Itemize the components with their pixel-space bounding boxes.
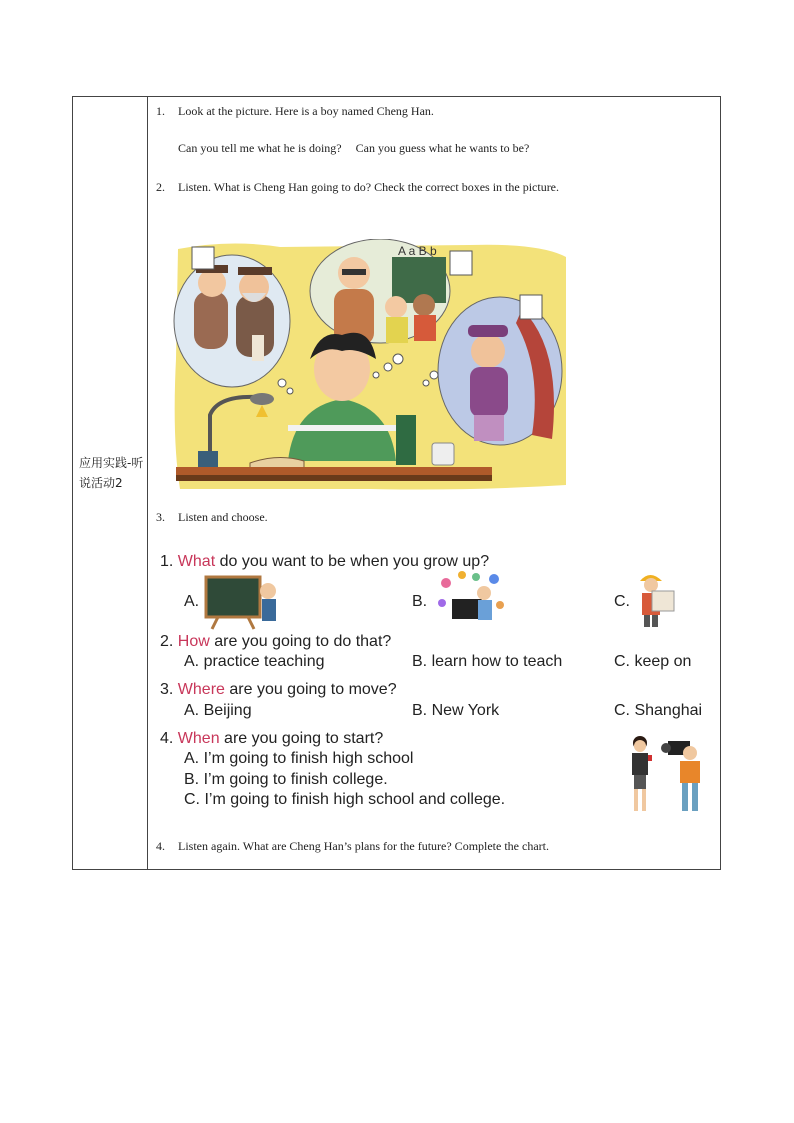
question-3-option-a[interactable]: A. Beijing: [184, 702, 252, 719]
question-2: 2. How are you going to do that?: [160, 633, 392, 650]
teacher-at-chalkboard-icon: [202, 573, 288, 631]
construction-worker-icon: [632, 567, 676, 629]
question-3: 3. Where are you going to move?: [160, 681, 397, 698]
reporter-and-cameraman-icon: [618, 733, 714, 815]
question-4-option-b[interactable]: B. I’m going to finish college.: [184, 771, 388, 788]
question-3-option-b[interactable]: B. New York: [412, 702, 500, 719]
step-3: 3. Listen and choose.: [156, 510, 268, 524]
question-1-option-b[interactable]: B.: [412, 593, 428, 610]
checkbox-graduation[interactable]: [192, 247, 214, 269]
computer-programmer-icon: [436, 569, 506, 627]
lesson-table: [72, 96, 721, 870]
question-2-option-a[interactable]: A. practice teaching: [184, 653, 325, 670]
step-2: 2. Listen. What is Cheng Han going to do? Check the correct boxes in the picture.: [156, 180, 560, 194]
activity-label: 应用实践-听说活动2: [79, 456, 144, 490]
cheng-han-illustration: [170, 239, 568, 493]
step-1-questions: Can you tell me what he is doing? Can you guess what he wants to be?: [178, 141, 530, 155]
step-1: 1. Look at the picture. Here is a boy named Cheng Han.: [156, 104, 434, 118]
checkbox-actor[interactable]: [520, 295, 542, 319]
svg-text:A a B b: A a B b: [398, 244, 437, 258]
listen-and-choose-questions: [160, 553, 720, 833]
question-1-option-c[interactable]: C.: [614, 593, 630, 610]
activity-column: [73, 97, 148, 869]
question-1: 1. What do you want to be when you grow up?: [160, 553, 490, 570]
question-4: 4. When are you going to start?: [160, 730, 384, 747]
question-1-option-a[interactable]: A.: [184, 593, 200, 610]
step-4: 4. Listen again. What are Cheng Han’s plans for the future? Complete the chart.: [156, 839, 549, 853]
question-4-option-c[interactable]: C. I’m going to finish high school and college.: [184, 791, 506, 808]
question-2-option-b[interactable]: B. learn how to teach: [412, 653, 563, 670]
checkbox-teacher[interactable]: [450, 251, 472, 275]
content-column: [148, 97, 720, 869]
question-3-option-c[interactable]: C. Shanghai: [614, 702, 703, 719]
question-2-option-c[interactable]: C. keep on: [614, 653, 692, 670]
question-4-option-a[interactable]: A. I’m going to finish high school: [184, 750, 414, 767]
